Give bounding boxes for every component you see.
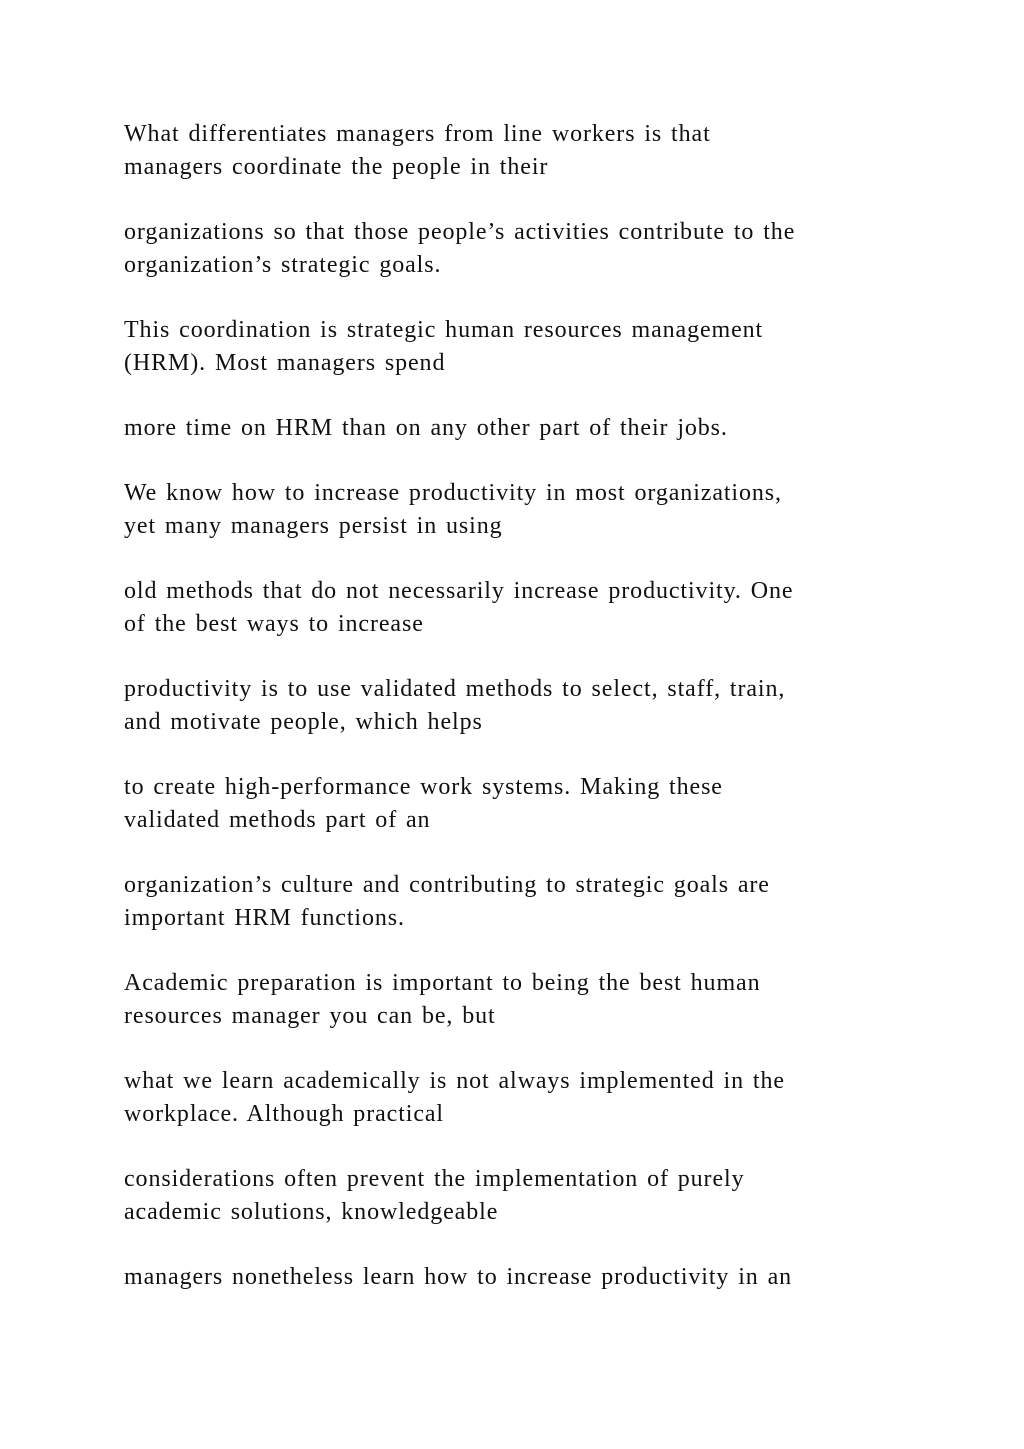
paragraph <box>124 575 894 641</box>
paragraph <box>124 771 894 837</box>
text-line: resources manager you can be, but <box>124 1003 496 1029</box>
text-line: yet many managers persist in using <box>124 513 503 539</box>
paragraph <box>124 216 894 282</box>
text-line: What differentiates managers from line workers is that <box>124 121 711 147</box>
text-line: productivity is to use validated methods to select, staff, train, <box>124 676 786 702</box>
paragraph <box>124 118 894 184</box>
text-line: old methods that do not necessarily increase productivity. One <box>124 578 794 604</box>
text-line: considerations often prevent the implementation of purely <box>124 1166 745 1192</box>
paragraph <box>124 477 894 543</box>
paragraph <box>124 314 894 380</box>
text-line: We know how to increase productivity in most organizations, <box>124 480 782 506</box>
paragraph <box>124 869 894 935</box>
text-line: validated methods part of an <box>124 807 431 833</box>
text-line: managers nonetheless learn how to increase productivity in an <box>124 1264 793 1290</box>
text-line: organizations so that those people’s activities contribute to the <box>124 219 796 245</box>
text-line: and motivate people, which helps <box>124 709 483 735</box>
text-line: workplace. Although practical <box>124 1101 444 1127</box>
text-line: to create high-performance work systems. Making these <box>124 774 723 800</box>
text-line: managers coordinate the people in their <box>124 154 549 180</box>
body-text <box>124 118 894 1326</box>
text-line: of the best ways to increase <box>124 611 424 637</box>
text-line: organization’s strategic goals. <box>124 252 442 278</box>
text-line: organization’s culture and contributing to strategic goals are <box>124 872 770 898</box>
paragraph <box>124 673 894 739</box>
paragraph <box>124 412 894 445</box>
text-line: Academic preparation is important to being the best human <box>124 970 761 996</box>
text-line: This coordination is strategic human resources management <box>124 317 764 343</box>
text-line: more time on HRM than on any other part of their jobs. <box>124 415 728 441</box>
paragraph <box>124 1065 894 1131</box>
text-line: (HRM). Most managers spend <box>124 350 446 376</box>
text-line: important HRM functions. <box>124 905 405 931</box>
text-line: what we learn academically is not always implemented in the <box>124 1068 785 1094</box>
paragraph <box>124 967 894 1033</box>
paragraph <box>124 1261 894 1294</box>
paragraph <box>124 1163 894 1229</box>
text-line: academic solutions, knowledgeable <box>124 1199 499 1225</box>
